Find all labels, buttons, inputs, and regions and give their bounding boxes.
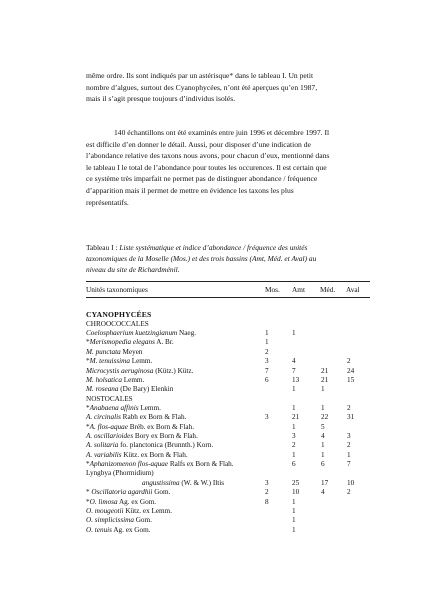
- table-row: [86, 413, 376, 422]
- cell-amt: 10: [292, 488, 300, 497]
- table-header-rule: [86, 297, 370, 298]
- taxon-name: A. variabilis Kütz. ex Born & Flah.: [86, 450, 188, 459]
- table-row: [86, 357, 376, 366]
- cell-amt: 3: [292, 432, 296, 441]
- table-row: [86, 526, 376, 535]
- header-taxa: Unités taxonomiques: [86, 285, 148, 294]
- taxon-name: O. simplicissima Gom.: [86, 516, 152, 525]
- taxon-name: O. tenuis Ag. ex Gom.: [86, 525, 151, 534]
- taxon-name: * Oscillatoria agardhii Gom.: [86, 488, 171, 497]
- cell-med: 4: [321, 432, 325, 441]
- cell-amt: 25: [292, 478, 300, 487]
- cell-amt: 1: [292, 506, 296, 515]
- caption-line: niveau du site de Richardménil.: [86, 265, 180, 275]
- cell-med: 1: [321, 450, 325, 459]
- cell-mos: 3: [265, 357, 269, 366]
- cell-med: 1: [321, 385, 325, 394]
- paragraph-line: le tableau I le total de l’abondance pour toutes les occurences. Il est certain que: [86, 162, 327, 172]
- taxon-name: A. oscillarioides Bory ex Born & Flah.: [86, 432, 198, 441]
- taxon-name: Coelosphaerium kuetzingianum Naeg.: [86, 329, 196, 338]
- taxon-name: *A. flos-aquae Bréb. ex Born & Flah.: [86, 422, 194, 431]
- cell-amt: 7: [292, 366, 296, 375]
- table-row: [86, 479, 376, 488]
- header-amt: Amt: [292, 285, 305, 294]
- table-row: [86, 320, 376, 329]
- paragraph-line: nombre d’algues, surtout des Cyanophycées, n’ont été aperçues qu’en 1987,: [86, 82, 318, 92]
- table-row: [86, 469, 376, 478]
- cell-amt: 1: [292, 516, 296, 525]
- cell-amt: 1: [292, 329, 296, 338]
- table-row: [86, 348, 376, 357]
- cell-med: 1: [321, 403, 325, 412]
- taxon-italic: A. oscillarioides: [86, 432, 134, 441]
- taxon-italic: Merismopedia elegans: [89, 338, 155, 347]
- table-row: [86, 516, 376, 525]
- taxon-name: Microcystis aeruginosa (Kütz.) Kütz.: [86, 366, 194, 375]
- taxon-italic: O. limosa: [89, 497, 118, 506]
- cell-amt: 2: [292, 441, 296, 450]
- caption-line: Liste systématique et indice d’abondance / fréquence des unités: [119, 243, 308, 252]
- taxon-italic: A. variabilis: [86, 450, 122, 459]
- taxon-italic: Aphanizomenon flos-aquae: [89, 460, 169, 469]
- cell-mos: 7: [265, 366, 269, 375]
- table-row: [86, 301, 376, 310]
- cell-mos: 1: [265, 329, 269, 338]
- cell-aval: 7: [347, 460, 351, 469]
- taxon-italic: O. simplicissima: [86, 516, 134, 525]
- taxon-italic: O. tenuis: [86, 525, 112, 534]
- taxon-italic: Oscillatoria agardhii: [91, 488, 153, 497]
- table-row: [86, 498, 376, 507]
- cell-amt: 21: [292, 413, 300, 422]
- cell-med: 5: [321, 422, 325, 431]
- cell-aval: 2: [347, 403, 351, 412]
- taxon-name: Lyngbya (Phormidium): [86, 469, 154, 478]
- taxon-italic: M. holsatica: [86, 375, 122, 384]
- header-mos: Mos.: [265, 285, 280, 294]
- table-row: [86, 329, 376, 338]
- taxon-name: A. solitaria fo. planctonica (Brunnth.) Korn.: [86, 441, 214, 450]
- table-row: [86, 310, 376, 319]
- paragraph-line: l’abondance relative des taxons nous avons, pour chacun d’eux, mentionné dans: [86, 151, 330, 161]
- cell-med: 22: [321, 413, 329, 422]
- cell-aval: 10: [347, 478, 355, 487]
- cell-med: 6: [321, 460, 325, 469]
- table-row: [86, 404, 376, 413]
- paragraph-line: ce système très imparfait ne permet pas de distinguer abondance / fréquence: [86, 174, 318, 184]
- paragraph-line: 140 échantillons ont été examinés entre juin 1996 et décembre 1997. Il: [114, 128, 330, 137]
- cell-mos: 2: [265, 347, 269, 356]
- table-top-rule: [86, 281, 370, 282]
- cell-mos: 8: [265, 497, 269, 506]
- paragraph-line: même ordre. Ils sont indiqués par un astérisque* dans le tableau I. Un petit: [86, 71, 314, 80]
- taxon-italic: Anabaena affinis: [89, 403, 139, 412]
- cell-aval: 31: [347, 413, 355, 422]
- cell-mos: 3: [265, 413, 269, 422]
- table-row: [86, 385, 376, 394]
- table-row: [86, 441, 376, 450]
- cell-aval: 15: [347, 375, 355, 384]
- cell-amt: 1: [292, 450, 296, 459]
- paragraph-line: représentatifs.: [86, 197, 129, 207]
- taxon-name: *M. tenuissima Lemm.: [86, 357, 153, 366]
- taxon-italic: A. flos-aquae: [89, 422, 128, 431]
- paragraph-line: est difficile d’en donner le détail. Aussi, pour disposer d’une indication de: [86, 139, 311, 149]
- cell-aval: 1: [347, 450, 351, 459]
- cell-amt: 1: [292, 403, 296, 412]
- taxon-italic: Microcystis aeruginosa: [86, 366, 154, 375]
- cell-mos: 1: [265, 338, 269, 347]
- paragraph-1: [86, 70, 370, 105]
- table-row: [86, 451, 376, 460]
- table-row: [86, 507, 376, 516]
- cell-aval: 2: [347, 441, 351, 450]
- header-med: Méd.: [320, 285, 336, 294]
- taxon-name: CYANOPHYCÉES: [86, 310, 152, 320]
- table-row: [86, 367, 376, 376]
- cell-amt: 6: [292, 460, 296, 469]
- table-row: [86, 423, 376, 432]
- taxon-name: *O. limosa Ag. ex Gom.: [86, 497, 157, 506]
- table-row: [86, 395, 376, 404]
- cell-mos: 6: [265, 375, 269, 384]
- taxon-name: NOSTOCALES: [86, 394, 133, 403]
- cell-amt: 4: [292, 357, 296, 366]
- cell-med: 21: [321, 375, 329, 384]
- cell-amt: 1: [292, 525, 296, 534]
- paragraph-line: d’apparition mais il permet de mettre en évidence les taxons les plus: [86, 185, 294, 195]
- paragraph-line: mais il s’agit presque toujours d’individus isolés.: [86, 94, 236, 104]
- taxon-name: M. holsatica Lemm.: [86, 375, 145, 384]
- header-aval: Aval: [346, 285, 360, 294]
- taxon-name: A. circinalis Rabh ex Born & Flah.: [86, 413, 187, 422]
- table-row: [86, 432, 376, 441]
- cell-med: 17: [321, 478, 329, 487]
- taxon-name: *Aphanizomenon flos-aquae Ralfs ex Born & Flah.: [86, 460, 234, 469]
- cell-aval: 2: [347, 357, 351, 366]
- table-caption: [86, 242, 370, 276]
- cell-mos: 3: [265, 478, 269, 487]
- paragraph-2: [86, 127, 370, 208]
- cell-mos: 2: [265, 488, 269, 497]
- taxon-name: angustissima (W. & W.) Iltis: [142, 478, 225, 487]
- table-row: [86, 338, 376, 347]
- caption-line: taxonomiques de la Moselle (Mos.) et des trois bassins (Amt, Méd. et Aval) au: [86, 254, 317, 264]
- cell-amt: 1: [292, 422, 296, 431]
- taxon-italic: A. solitaria: [86, 441, 119, 450]
- taxon-name: M. roseana (De Bary) Elenkin: [86, 385, 174, 394]
- taxon-italic: M. punctata: [86, 347, 121, 356]
- taxon-name: *Merismopedia elegans A. Br.: [86, 338, 174, 347]
- cell-med: 21: [321, 366, 329, 375]
- taxon-italic: O. mougeotii: [86, 506, 124, 515]
- taxon-italic: M. tenuissima: [89, 357, 130, 366]
- cell-aval: 24: [347, 366, 355, 375]
- table-row: [86, 376, 376, 385]
- cell-aval: 3: [347, 432, 351, 441]
- table-row: [86, 460, 376, 469]
- table-body: [86, 301, 376, 535]
- table-row: [86, 488, 376, 497]
- taxon-italic: A. circinalis: [86, 413, 121, 422]
- cell-amt: 1: [292, 497, 296, 506]
- table-header: [86, 284, 376, 296]
- cell-amt: 13: [292, 375, 300, 384]
- cell-amt: 1: [292, 385, 296, 394]
- taxon-name: *Anabaena affinis Lemm.: [86, 403, 161, 412]
- cell-aval: 2: [347, 488, 351, 497]
- taxon-italic: Coelosphaerium kuetzingianum: [86, 329, 178, 338]
- caption-prefix: Tableau I :: [86, 243, 120, 252]
- taxon-name: CHROOCOCCALES: [86, 319, 149, 328]
- taxon-name: O. mougeotii Kütz. ex Lemm.: [86, 506, 173, 515]
- taxon-italic: M. roseana: [86, 385, 119, 394]
- cell-med: 4: [321, 488, 325, 497]
- taxon-name: M. punctata Meyen: [86, 347, 143, 356]
- taxon-italic: angustissima: [142, 478, 180, 487]
- cell-med: 1: [321, 441, 325, 450]
